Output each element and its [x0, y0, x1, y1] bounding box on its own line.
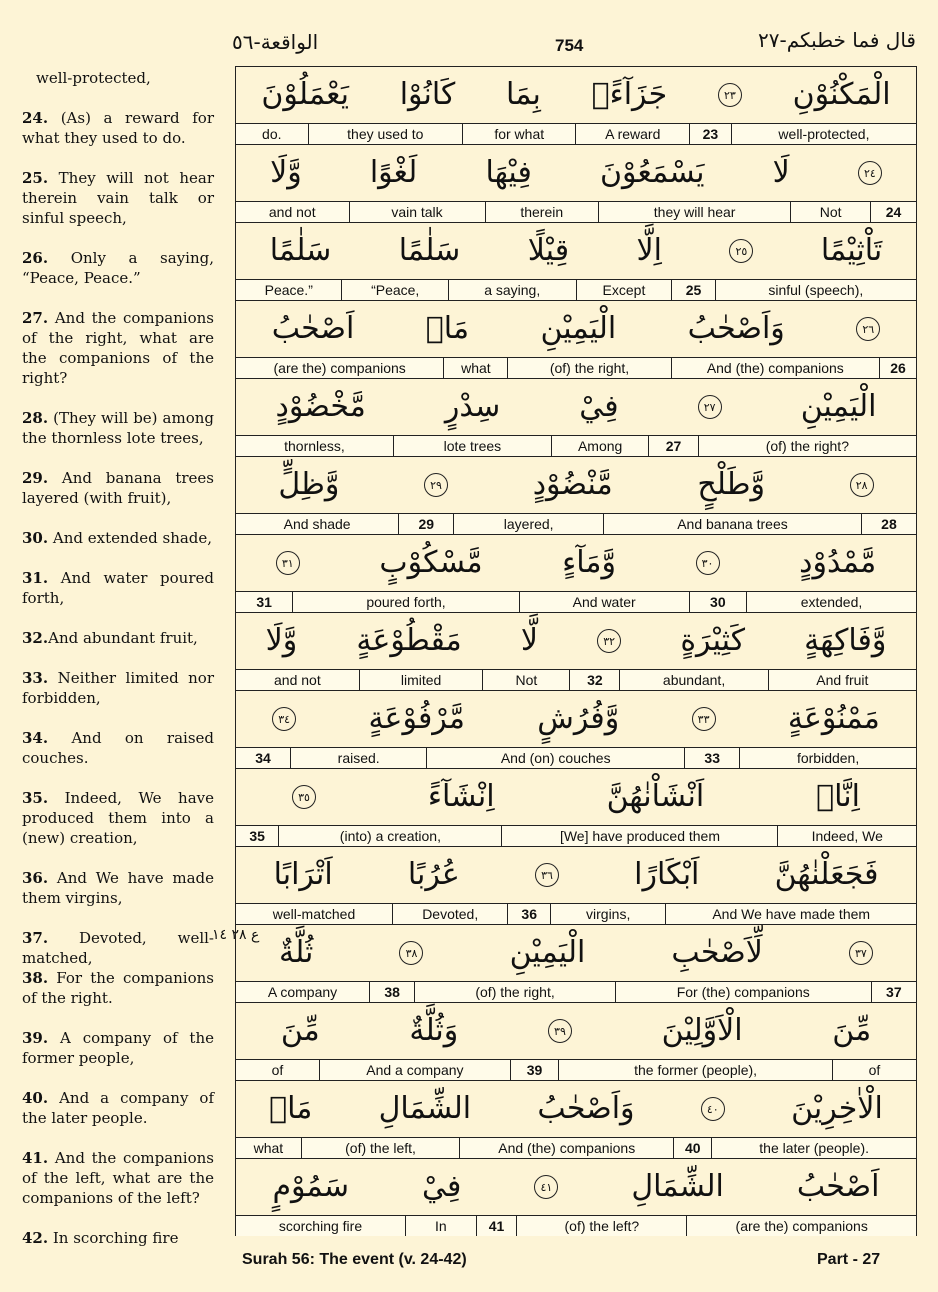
arabic-line	[236, 691, 916, 747]
verse-number-cell: 26	[879, 358, 916, 378]
verse-number: 39.	[22, 1029, 49, 1047]
word-row	[235, 534, 917, 612]
arabic-word: مَّنْضُوْدٍ	[532, 467, 613, 502]
english-gloss-cell: And We have made them	[665, 904, 916, 924]
word-row	[235, 456, 917, 534]
arabic-word: تَاْثِيْمًا	[820, 233, 883, 268]
english-gloss-line	[236, 1137, 916, 1158]
arabic-word: وَّطَلْحٍ	[697, 467, 765, 502]
english-gloss-cell: Indeed, We	[777, 826, 916, 846]
arabic-word: اَصْحٰبُ	[796, 1169, 880, 1204]
english-gloss-cell: A reward	[575, 124, 689, 144]
english-gloss-cell: raised.	[290, 748, 426, 768]
english-gloss-cell: In	[405, 1216, 476, 1236]
english-gloss-cell: what	[253, 1140, 284, 1156]
ayah-end-marker: ٢٥	[729, 239, 753, 263]
arabic-word: فِيْهَا	[485, 155, 532, 190]
ayah-end-marker: ٣٩	[548, 1019, 572, 1043]
english-gloss-line	[236, 825, 916, 846]
arabic-word: الْيَمِيْنِ	[540, 311, 617, 346]
english-gloss-line	[236, 903, 916, 924]
verse-number: 32.	[22, 629, 49, 647]
english-gloss-cell: thornless,	[284, 438, 345, 454]
english-gloss-line	[236, 981, 916, 1002]
word-row	[235, 768, 917, 846]
verse-number-cell: 38	[369, 982, 414, 1002]
verse-number-cell: 25	[671, 280, 714, 300]
english-gloss-cell: of	[271, 1062, 284, 1078]
english-gloss-cell: the later (people).	[711, 1138, 916, 1158]
translation-verse	[22, 1028, 214, 1068]
word-row	[235, 612, 917, 690]
english-gloss-cell: extended,	[746, 592, 916, 612]
verse-number: 33.	[22, 669, 49, 687]
verse-number: 35.	[22, 789, 49, 807]
english-gloss-cell: therein	[485, 202, 599, 222]
arabic-word: اِنْشَآءً	[427, 779, 495, 814]
verse-number: 38.	[22, 969, 49, 987]
arabic-word: وَّلَا	[270, 155, 302, 190]
english-gloss-cell: lote trees	[393, 436, 551, 456]
english-gloss-cell: “Peace,	[341, 280, 447, 300]
english-gloss-cell: And (the) companions	[671, 358, 879, 378]
verse-number-cell: 33	[684, 748, 739, 768]
english-gloss-cell: vain talk	[349, 202, 485, 222]
arabic-word: يَسْمَعُوْنَ	[599, 155, 705, 190]
english-gloss-line	[236, 591, 916, 612]
ayah-end-marker: ٣٣	[692, 707, 716, 731]
arabic-word: لَا	[772, 155, 790, 190]
verse-number: 29.	[22, 469, 49, 487]
verse-text: Devoted, well-matched,	[22, 929, 214, 967]
verse-number-cell: 34	[255, 750, 271, 766]
arabic-line	[236, 1159, 916, 1215]
english-gloss-cell: a saying,	[448, 280, 576, 300]
english-gloss-cell: (of) the left,	[301, 1138, 459, 1158]
english-gloss-cell: Not	[482, 670, 569, 690]
arabic-word: سَلٰمًا	[398, 233, 461, 268]
verse-text: They will not hear therein vain talk or sinful speech,	[22, 169, 214, 227]
translation-verse	[22, 868, 214, 908]
verse-text: A company of the former people,	[22, 1029, 214, 1067]
translation-verse	[22, 1088, 214, 1128]
arabic-line	[236, 613, 916, 669]
word-row	[235, 1080, 917, 1158]
arabic-line	[236, 379, 916, 435]
arabic-word: مَّخْضُوْدٍ	[275, 389, 366, 424]
translation-verse	[22, 68, 228, 88]
english-gloss-cell: Not	[790, 202, 870, 222]
verse-number-cell: 39	[510, 1060, 558, 1080]
english-gloss-cell: And a company	[319, 1060, 510, 1080]
english-gloss-line	[236, 669, 916, 690]
english-gloss-cell: (are the) companions	[273, 360, 406, 376]
arabic-word: مَقْطُوْعَةٍ	[356, 623, 462, 658]
arabic-line	[236, 301, 916, 357]
english-gloss-cell: A company	[267, 984, 338, 1000]
ayah-end-marker: ٣٨	[399, 941, 423, 965]
english-gloss-line	[236, 1215, 916, 1236]
verse-text: Only a saying, “Peace, Peace.”	[22, 249, 214, 287]
arabic-word: لَّا	[520, 623, 538, 658]
verse-text: And We have made them virgins,	[22, 869, 214, 907]
verse-text: And on raised couches.	[22, 729, 214, 767]
ayah-end-marker: ٣٢	[597, 629, 621, 653]
english-gloss-cell: sinful (speech),	[715, 280, 916, 300]
verse-text: Neither limited nor forbidden,	[22, 669, 214, 707]
ayah-end-marker: ٣١	[276, 551, 300, 575]
word-row	[235, 924, 917, 1002]
arabic-word: الْاٰخِرِيْنَ	[791, 1091, 883, 1126]
english-gloss-cell: And fruit	[768, 670, 916, 690]
english-gloss-cell: the former (people),	[558, 1060, 832, 1080]
verse-number-cell: 24	[870, 202, 916, 222]
verse-text: And the companions of the right, what are the companions of the right?	[22, 309, 214, 387]
translation-verse	[22, 1148, 214, 1208]
ayah-end-marker: ٢٨	[850, 473, 874, 497]
verse-text: For the companions of the right.	[22, 969, 214, 1007]
arabic-word: وَّلَا	[265, 623, 298, 658]
arabic-line	[236, 457, 916, 513]
word-row	[235, 378, 917, 456]
english-gloss-cell: (of) the right?	[698, 436, 916, 456]
translation-verse	[22, 468, 214, 508]
verse-number-cell: 28	[861, 514, 916, 534]
english-gloss-cell: forbidden,	[739, 748, 916, 768]
english-gloss-line	[236, 123, 916, 144]
english-gloss-line	[236, 435, 916, 456]
arabic-word: فِيْ	[422, 1169, 462, 1204]
arabic-word: فِيْ	[579, 389, 619, 424]
verse-number-cell: 31	[256, 594, 272, 610]
arabic-word: الْيَمِيْنِ	[509, 935, 586, 970]
translation-verse	[22, 108, 214, 148]
english-gloss-line	[236, 279, 916, 300]
translation-verse	[22, 248, 214, 288]
arabic-word: مَاۤ	[425, 311, 470, 346]
verse-number: 28.	[22, 409, 49, 427]
verse-number: 25.	[22, 169, 49, 187]
arabic-line	[236, 223, 916, 279]
word-row	[235, 1002, 917, 1080]
translation-verse	[22, 308, 214, 388]
ayah-end-marker: ٣٥	[292, 785, 316, 809]
english-gloss-cell: (into) a creation,	[278, 826, 501, 846]
word-row	[235, 690, 917, 768]
arabic-word: اَنْشَاْنٰهُنَّ	[606, 779, 705, 814]
verse-number: 37.	[22, 929, 49, 947]
english-gloss-line	[236, 201, 916, 222]
arabic-word: كَانُوْا	[399, 77, 456, 112]
arabic-word: قِيْلًا	[527, 233, 570, 268]
english-gloss-cell: For (the) companions	[615, 982, 871, 1002]
english-gloss-line	[236, 357, 916, 378]
verse-text: Indeed, We have produced them into a (new) creation,	[22, 789, 214, 847]
verse-number: 24.	[22, 109, 49, 127]
arabic-word: جَزَآءًۢ	[591, 77, 668, 112]
english-gloss-cell: limited	[359, 670, 483, 690]
verse-text: And abundant fruit,	[48, 629, 198, 647]
verse-number-cell: 40	[673, 1138, 711, 1158]
verse-number-cell: 36	[507, 904, 550, 924]
verse-text: well-protected,	[36, 69, 151, 87]
english-gloss-cell: scorching fire	[278, 1218, 363, 1234]
verse-number: 41.	[22, 1149, 49, 1167]
english-gloss-cell: and not	[274, 672, 321, 688]
verse-number-cell: 29	[398, 514, 453, 534]
translation-verse	[22, 968, 214, 1008]
english-gloss-cell: Peace.”	[264, 282, 313, 298]
word-row	[235, 300, 917, 378]
arabic-line	[236, 847, 916, 903]
arabic-line	[236, 145, 916, 201]
translation-verse	[22, 528, 214, 548]
arabic-word: وَاَصْحٰبُ	[537, 1091, 635, 1126]
translation-verse	[22, 168, 214, 228]
ayah-end-marker: ٤١	[534, 1175, 558, 1199]
english-gloss-line	[236, 513, 916, 534]
arabic-word: كَثِيْرَةٍ	[680, 623, 745, 658]
verse-number-cell: 32	[569, 670, 619, 690]
english-gloss-cell: well-protected,	[731, 124, 916, 144]
english-gloss-cell: And (on) couches	[426, 748, 684, 768]
arabic-word: مِّنَ	[280, 1013, 320, 1048]
english-gloss-cell: virgins,	[550, 904, 665, 924]
arabic-word: اِنَّاۤ	[816, 779, 860, 814]
arabic-line	[236, 67, 916, 123]
english-gloss-line	[236, 1059, 916, 1080]
arabic-line	[236, 1081, 916, 1137]
arabic-word: مَّسْكُوْبٍ	[379, 545, 483, 580]
arabic-word: الْاَوَّلِيْنَ	[661, 1013, 743, 1048]
translation-verse	[22, 1228, 214, 1248]
english-gloss-cell: (of) the left?	[516, 1216, 686, 1236]
verse-number-cell: 27	[648, 436, 697, 456]
ayah-end-marker: ٣٠	[696, 551, 720, 575]
arabic-word: سَلٰمًا	[269, 233, 332, 268]
english-gloss-cell: well-matched	[272, 906, 356, 922]
ayah-end-marker: ٣٦	[535, 863, 559, 887]
arabic-word: وَّفَاكِهَةٍ	[804, 623, 887, 658]
arabic-line	[236, 535, 916, 591]
translation-verse	[22, 728, 214, 768]
verse-number-cell: 23	[689, 124, 731, 144]
arabic-word: وَّظِلٍّ	[278, 467, 340, 502]
arabic-word: وَّمَآءٍ	[562, 545, 616, 580]
arabic-word: ثُلَّةٌ	[279, 935, 314, 970]
page-number: 754	[555, 36, 584, 55]
ayah-end-marker: ٢٣	[718, 83, 742, 107]
english-gloss-cell: (are the) companions	[686, 1216, 916, 1236]
arabic-word: الشِّمَالِ	[378, 1091, 472, 1126]
arabic-word: مِّنَ	[832, 1013, 872, 1048]
arabic-line	[236, 1003, 916, 1059]
ayah-end-marker: ٢٩	[424, 473, 448, 497]
english-gloss-cell: [We] have produced them	[501, 826, 777, 846]
arabic-word: وَثُلَّةٌ	[409, 1013, 459, 1048]
word-row	[235, 66, 917, 144]
english-gloss-cell: And (the) companions	[459, 1138, 673, 1158]
arabic-word: اَتْرَابًا	[273, 857, 333, 892]
english-gloss-cell: Among	[551, 436, 649, 456]
word-row	[235, 846, 917, 924]
english-gloss-cell: poured forth,	[292, 592, 518, 612]
english-gloss-cell: Devoted,	[392, 904, 507, 924]
verse-text: And the companions of the left, what are the companions of the left?	[22, 1149, 214, 1207]
arabic-word: الْمَكْنُوْنِ	[792, 77, 891, 112]
word-row	[235, 1158, 917, 1236]
arabic-word: مَاۤ	[269, 1091, 313, 1126]
verse-number-cell: 37	[871, 982, 916, 1002]
english-gloss-cell: (of) the right,	[414, 982, 614, 1002]
verse-text: (As) a reward for what they used to do.	[22, 109, 214, 147]
verse-text: And banana trees layered (with fruit),	[22, 469, 214, 507]
surah-name-arabic: الواقعة-٥٦	[232, 30, 319, 54]
verse-number: 31.	[22, 569, 49, 587]
arabic-word: عُرُبًا	[407, 857, 460, 892]
arabic-word: لَغْوًا	[369, 155, 418, 190]
translation-verse	[22, 668, 214, 708]
verse-number: 40.	[22, 1089, 49, 1107]
arabic-word: اَبْكَارًا	[634, 857, 700, 892]
surah-title: Surah 56: The event (v. 24-42)	[242, 1251, 467, 1268]
arabic-word: مَّرْفُوْعَةٍ	[368, 701, 465, 736]
translation-verse	[22, 928, 214, 968]
verse-number: 36.	[22, 869, 49, 887]
arabic-line	[236, 925, 916, 981]
verse-number: 30.	[22, 529, 49, 547]
arabic-line	[236, 769, 916, 825]
english-gloss-cell: abundant,	[619, 670, 767, 690]
english-gloss-cell: of	[832, 1060, 916, 1080]
english-gloss-cell: layered,	[453, 514, 603, 534]
word-row	[235, 222, 917, 300]
part-label: Part - 27	[817, 1251, 881, 1268]
arabic-word: بِمَا	[506, 77, 541, 112]
page-header	[0, 28, 938, 60]
english-gloss-cell: what	[443, 358, 507, 378]
ayah-end-marker: ٤٠	[701, 1097, 725, 1121]
arabic-word: اِلَّا	[636, 233, 662, 268]
verse-number-cell: 35	[249, 828, 265, 844]
word-row	[235, 144, 917, 222]
ayah-end-marker: ٣٧	[849, 941, 873, 965]
arabic-word: وَاَصْحٰبُ	[687, 311, 785, 346]
arabic-word: مَمْنُوْعَةٍ	[787, 701, 880, 736]
ruku-mark: ع ٢٨ ١٤	[212, 927, 260, 943]
arabic-word: اَصْحٰبُ	[271, 311, 355, 346]
verse-text: And water poured forth,	[22, 569, 214, 607]
translation-verse	[22, 788, 214, 848]
juz-name-arabic: قال فما خطبكم-٢٧	[758, 28, 916, 52]
verse-text: And extended shade,	[48, 529, 213, 547]
verse-number-cell: 30	[689, 592, 746, 612]
ayah-end-marker: ٢٧	[698, 395, 722, 419]
ayah-end-marker: ٣٤	[272, 707, 296, 731]
arabic-word: لِّاَصْحٰبِ	[671, 935, 763, 970]
translation-verse	[22, 568, 214, 608]
ayah-end-marker: ٢٦	[856, 317, 880, 341]
arabic-word: الشِّمَالِ	[631, 1169, 724, 1204]
arabic-word: وَّفُرُشٍ	[537, 701, 620, 736]
arabic-word: الْيَمِيْنِ	[800, 389, 877, 424]
arabic-word: سَمُوْمٍ	[272, 1169, 350, 1204]
verse-text: And a company of the later people.	[22, 1089, 214, 1127]
english-gloss-cell: for what	[462, 124, 576, 144]
arabic-word: فَجَعَلْنٰهُنَّ	[774, 857, 879, 892]
verse-number: 26.	[22, 249, 49, 267]
english-gloss-cell: do.	[262, 126, 282, 142]
verse-text: In scorching fire	[48, 1229, 179, 1247]
verse-number: 42.	[22, 1229, 49, 1247]
arabic-word: مَّمْدُوْدٍ	[799, 545, 877, 580]
english-gloss-cell: And banana trees	[603, 514, 861, 534]
english-gloss-cell: And shade	[283, 516, 351, 532]
translation-verse	[22, 408, 214, 448]
english-gloss-cell: And water	[519, 592, 689, 612]
verse-number: 34.	[22, 729, 49, 747]
verse-number: 27.	[22, 309, 49, 327]
english-gloss-cell: they used to	[308, 124, 462, 144]
english-gloss-line	[236, 747, 916, 768]
english-gloss-cell: and not	[268, 204, 316, 220]
english-gloss-cell: Except	[576, 280, 672, 300]
arabic-word: سِدْرٍ	[444, 389, 501, 424]
verse-number-cell: 41	[476, 1216, 517, 1236]
english-gloss-cell: (of) the right,	[507, 358, 670, 378]
translation-verse	[22, 628, 214, 648]
english-gloss-cell: they will hear	[598, 202, 790, 222]
verse-text: (They will be) among the thornless lote trees,	[22, 409, 214, 447]
arabic-word: يَعْمَلُوْنَ	[261, 77, 349, 112]
ayah-end-marker: ٢٤	[858, 161, 882, 185]
